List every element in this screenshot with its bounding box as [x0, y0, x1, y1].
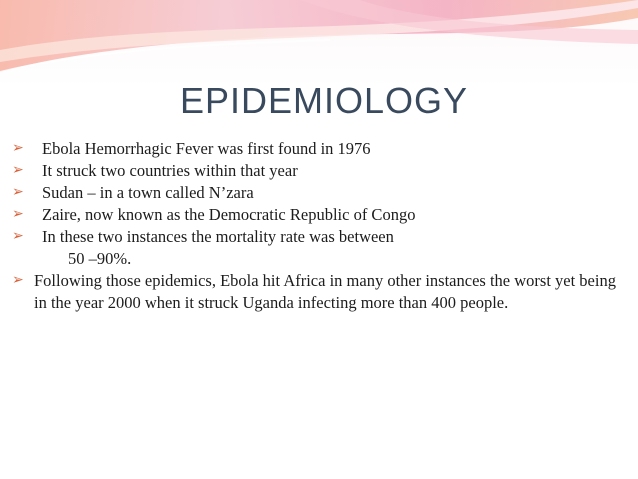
arrow-bullet-icon: ➢ [12, 185, 24, 200]
bullet-item [10, 226, 625, 248]
bullet-continuation: 50 –90%. [68, 249, 132, 268]
bullet-text: Zaire, now known as the Democratic Republic of Congo [42, 205, 416, 224]
bullet-text: Following those epidemics, Ebola hit Africa in many other instances the worst yet being in the year 2000 when it struck Uganda infecting more than 400 people. [34, 271, 616, 312]
bullet-list [10, 138, 625, 314]
bullet-text: It struck two countries within that year [42, 161, 298, 180]
arrow-bullet-icon: ➢ [12, 207, 24, 222]
header-decoration [0, 0, 638, 80]
bullet-text: Ebola Hemorrhagic Fever was first found in 1976 [42, 139, 371, 158]
bullet-item [10, 204, 625, 226]
arrow-bullet-icon: ➢ [12, 273, 24, 288]
arrow-bullet-icon: ➢ [12, 141, 24, 156]
bullet-item [10, 270, 625, 314]
slide-title: EPIDEMIOLOGY [179, 80, 469, 121]
bullet-text: Sudan – in a town called N’zara [42, 183, 254, 202]
bullet-item [10, 160, 625, 182]
arrow-bullet-icon: ➢ [12, 229, 24, 244]
bullet-item [10, 182, 625, 204]
bullet-text: In these two instances the mortality rate was between [42, 227, 394, 246]
bullet-item [10, 138, 625, 160]
arrow-bullet-icon: ➢ [12, 163, 24, 178]
